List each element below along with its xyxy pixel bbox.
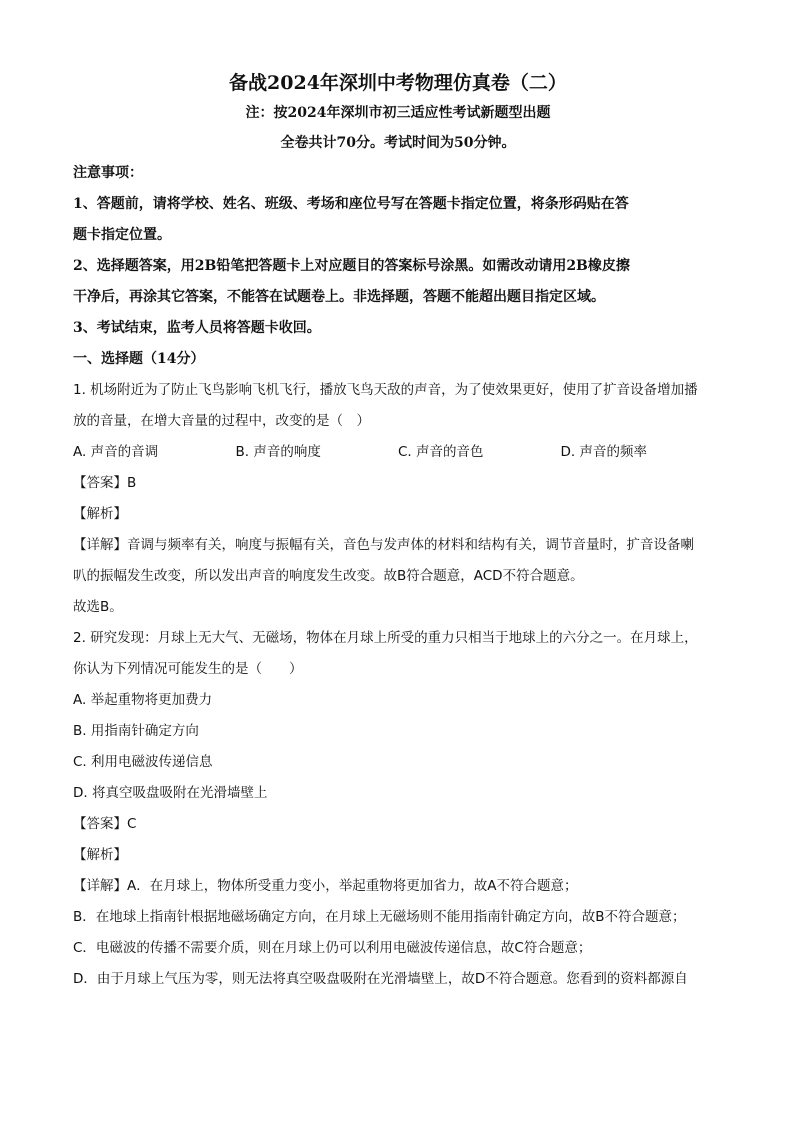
notice-line: 题卡指定位置。	[73, 227, 171, 243]
q1-options	[73, 437, 723, 468]
q1-option-d: D. 声音的频率	[560, 444, 647, 460]
q1-stem: 放的音量，在增大音量的过程中，改变的是（ ）	[73, 413, 370, 429]
q2-analysis-label: 【解析】	[73, 847, 127, 863]
exam-info: 全卷共计70分。考试时间为50分钟。	[280, 135, 516, 151]
q1-stem: 1. 机场附近为了防止飞鸟影响飞机飞行，播放飞鸟天敌的声音，为了使效果更好，使用了扩音设备增加播	[73, 382, 698, 398]
notice-line: 干净后，再涂其它答案，不能答在试题卷上。非选择题，答题不能超出题目指定区域。	[73, 289, 605, 305]
q1-answer: 【答案】B	[73, 475, 137, 491]
q2-detail: C．电磁波的传播不需要介质，则在月球上仍可以利用电磁波传递信息，故C符合题意；	[73, 940, 592, 956]
notice-line: 3、考试结束，监考人员将答题卡收回。	[73, 320, 321, 336]
q2-option-c: C. 利用电磁波传递信息	[73, 754, 213, 770]
notice-line: 2、选择题答案，用2B铅笔把答题卡上对应题目的答案标号涂黑。如需改动请用2B橡皮擦	[73, 258, 630, 274]
exam-page	[73, 64, 723, 995]
q1-option-c: C. 声音的音色	[398, 444, 484, 460]
q1-detail: 故选B。	[73, 599, 123, 615]
q2-detail: B．在地球上指南针根据地磁场确定方向，在月球上无磁场则不能用指南针确定方向，故B不符合题意；	[73, 909, 686, 925]
page-title: 备战2024年深圳中考物理仿真卷（二）	[229, 72, 567, 94]
q1-option-a: A. 声音的音调	[73, 444, 159, 460]
q2-option-b: B. 用指南针确定方向	[73, 723, 199, 739]
q2-option-a: A. 举起重物将更加费力	[73, 692, 213, 708]
q2-option-d: D. 将真空吸盘吸附在光滑墙壁上	[73, 785, 268, 801]
q2-answer: 【答案】C	[73, 816, 137, 832]
notice-heading: 注意事项：	[73, 165, 143, 181]
q2-detail: 【详解】A．在月球上，物体所受重力变小，举起重物将更加省力，故A不符合题意；	[73, 878, 578, 894]
q1-option-b: B. 声音的响度	[235, 444, 321, 460]
q1-detail: 叭的振幅发生改变，所以发出声音的响度发生改变。故B符合题意，ACD不符合题意。	[73, 568, 584, 584]
section-heading: 一、选择题（14分）	[73, 351, 205, 367]
q2-detail: D．由于月球上气压为零，则无法将真空吸盘吸附在光滑墙壁上，故D不符合题意。您看到的资料都源自	[73, 971, 688, 987]
notice-line: 1、答题前，请将学校、姓名、班级、考场和座位号写在答题卡指定位置，将条形码贴在答	[73, 196, 629, 212]
q1-detail: 【详解】音调与频率有关，响度与振幅有关，音色与发声体的材料和结构有关，调节音量时，扩音设备喇	[73, 537, 694, 553]
q1-analysis-label: 【解析】	[73, 506, 127, 522]
exam-note: 注：按2024年深圳市初三适应性考试新题型出题	[245, 105, 551, 121]
q2-stem: 2. 研究发现：月球上无大气、无磁场，物体在月球上所受的重力只相当于地球上的六分之一。在月球上，	[73, 630, 698, 646]
q2-stem: 你认为下列情况可能发生的是（ ）	[73, 661, 303, 677]
